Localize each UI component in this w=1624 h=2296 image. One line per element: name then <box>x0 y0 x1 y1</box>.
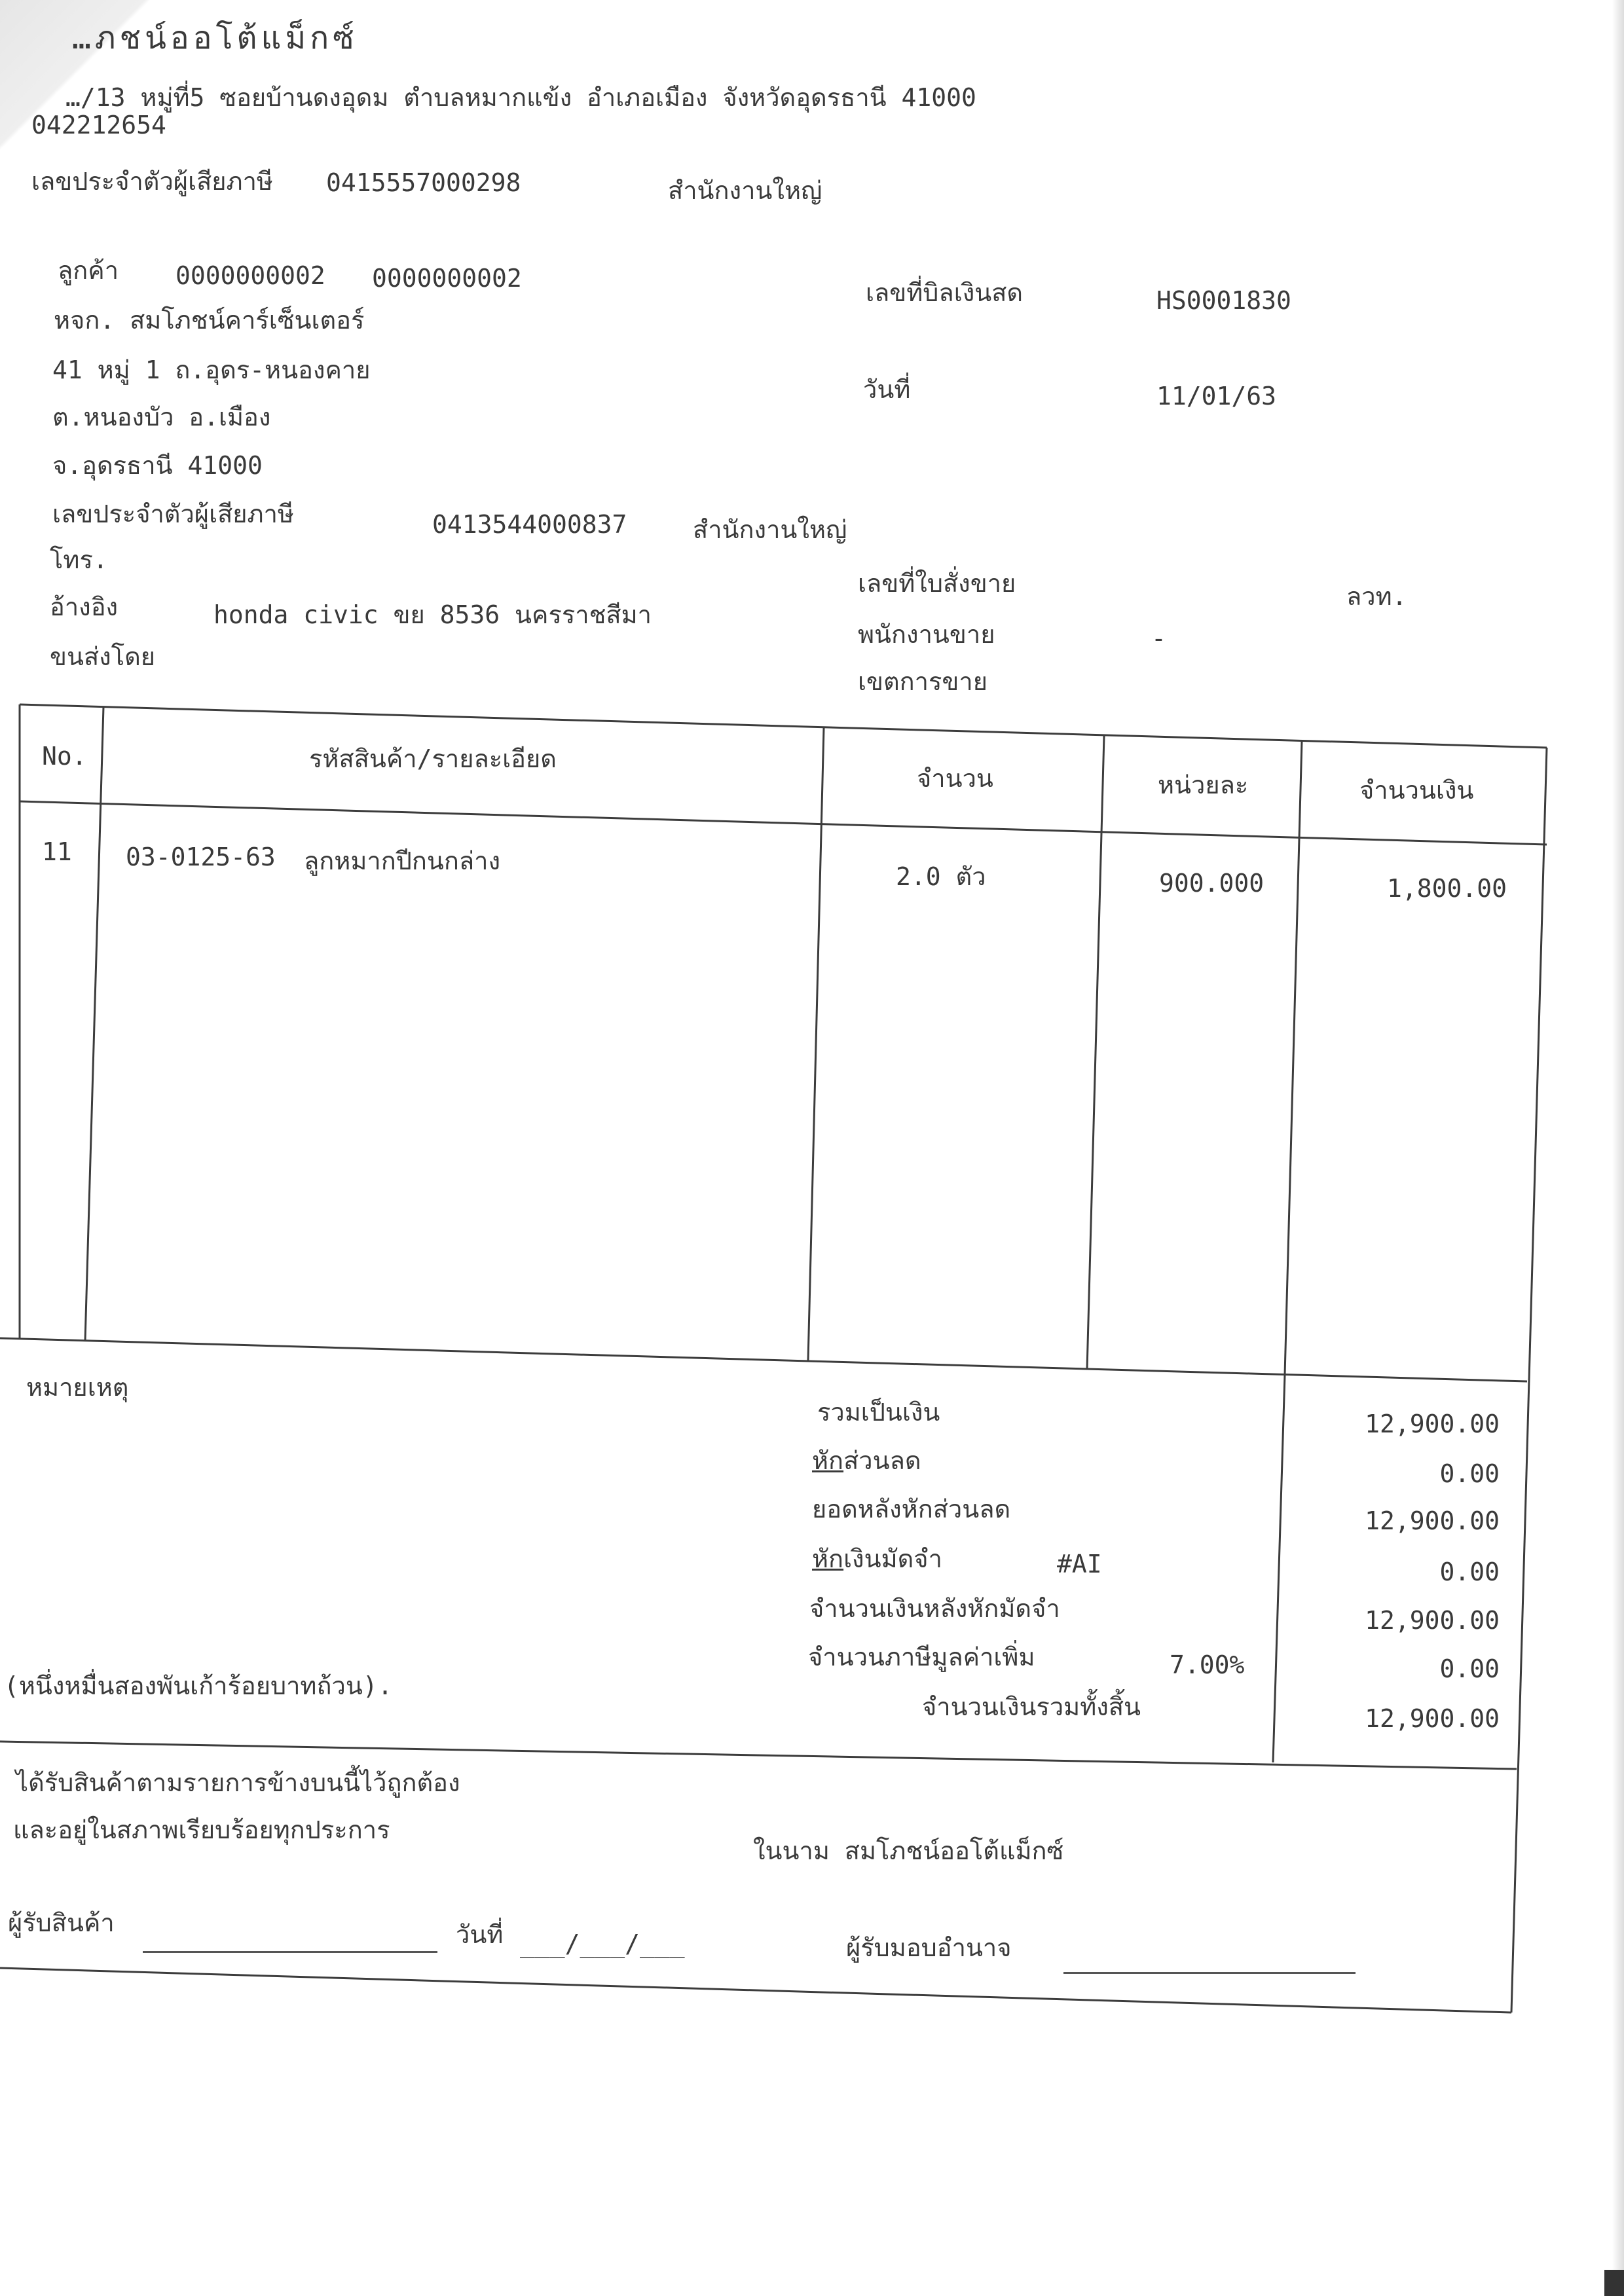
receive-date-label: วันที่ <box>456 1920 504 1949</box>
discount-label-text: ส่วนลด <box>843 1446 921 1475</box>
grand-total-value: 12,900.00 <box>1365 1704 1500 1733</box>
company-name: …ภชน์ออโต้แม็กซ์ <box>72 20 358 56</box>
customer-phone-label: โทร. <box>50 545 108 574</box>
deposit-label-prefix: หัก <box>812 1544 844 1573</box>
sales-order-value: ลวท. <box>1346 582 1407 611</box>
authorized-signature-line <box>1063 1972 1356 1974</box>
company-branch: สำนักงานใหญ่ <box>668 176 822 205</box>
row-no: 11 <box>42 837 72 866</box>
row-qty: 2.0 ตัว <box>896 862 986 891</box>
amount-in-words: (หนึ่งหมื่นสองพันเก้าร้อยบาทถ้วน). <box>4 1671 393 1700</box>
deposit-label-text: เงินมัดจำ <box>843 1544 942 1573</box>
bill-no-label: เลขที่บิลเงินสด <box>866 278 1024 307</box>
authorized-label: ผู้รับมอบอำนาจ <box>846 1933 1012 1962</box>
customer-address-2: ต.หนองบัว อ.เมือง <box>52 403 271 431</box>
deposit-value: 0.00 <box>1439 1558 1500 1586</box>
receive-date-blank: ___/___/___ <box>520 1929 685 1958</box>
discount-value: 0.00 <box>1439 1459 1500 1488</box>
row-desc: ลูกหมากปีกนกล่าง <box>304 847 501 875</box>
received-statement-1: ได้รับสินค้าตามรายการข้างบนนี้ไว้ถูกต้อง <box>16 1768 460 1797</box>
on-behalf-of: ในนาม สมโภชน์ออโต้แม็กซ์ <box>753 1836 1064 1865</box>
customer-ref-value: honda civic ขย 8536 นครราชสีมา <box>213 600 652 629</box>
customer-tax-label: เลขประจำตัวผู้เสียภาษี <box>52 500 294 528</box>
company-tax-label: เลขประจำตัวผู้เสียภาษี <box>31 167 273 196</box>
customer-name: หจก. สมโภชน์คาร์เซ็นเตอร์ <box>54 306 365 335</box>
customer-tax-id: 0413544000837 <box>432 510 627 539</box>
vat-rate: 7.00% <box>1170 1650 1245 1679</box>
after-discount-label: ยอดหลังหักส่วนลด <box>812 1495 1011 1523</box>
customer-address-3: จ.อุดรธานี 41000 <box>52 451 263 480</box>
customer-branch: สำนักงานใหญ่ <box>693 515 847 544</box>
receiver-signature-line <box>143 1951 437 1953</box>
customer-code-2: 0000000002 <box>372 264 522 293</box>
receiver-label: ผู้รับสินค้า <box>8 1908 115 1937</box>
row-unit-price: 900.000 <box>1159 869 1264 898</box>
header-no: No. <box>42 742 87 771</box>
salesperson-value: - <box>1151 624 1166 653</box>
customer-code-1: 0000000002 <box>175 261 325 290</box>
header-qty: จำนวน <box>917 764 993 793</box>
sales-area-label: เขตการขาย <box>858 667 987 696</box>
after-discount-value: 12,900.00 <box>1365 1506 1500 1535</box>
discount-label <box>812 1448 921 1473</box>
salesperson-label: พนักงานขาย <box>858 620 995 649</box>
bill-no-value: HS0001830 <box>1156 286 1291 315</box>
bill-date-label: วันที่ <box>863 375 911 404</box>
bill-date-value: 11/01/63 <box>1156 382 1277 410</box>
deposit-code: #AI <box>1057 1550 1102 1578</box>
deposit-label <box>812 1546 942 1571</box>
vat-value: 0.00 <box>1439 1654 1500 1683</box>
company-address: …/13 หมู่ที่5 ซอยบ้านดงอุดม ตำบลหมากแข้ง อำเภอเมือง จังหวัดอุดรธานี 41000 <box>65 83 976 112</box>
customer-ship-label: ขนส่งโดย <box>50 642 156 671</box>
company-phone: 042212654 <box>31 111 166 139</box>
row-amount: 1,800.00 <box>1387 874 1507 903</box>
notes-label: หมายเหตุ <box>26 1373 129 1402</box>
subtotal-label: รวมเป็นเงิน <box>817 1398 940 1427</box>
header-unit-price: หน่วยละ <box>1158 771 1249 799</box>
header-code-desc: รหัสสินค้า/รายละเอียด <box>309 744 557 773</box>
received-statement-2: และอยู่ในสภาพเรียบร้อยทุกประการ <box>13 1815 390 1844</box>
customer-ref-label: อ้างอิง <box>50 592 119 621</box>
after-deposit-label: จำนวนเงินหลังหักมัดจำ <box>809 1594 1060 1623</box>
subtotal-value: 12,900.00 <box>1365 1410 1500 1438</box>
header-amount: จำนวนเงิน <box>1359 776 1474 805</box>
discount-label-prefix: หัก <box>812 1446 844 1475</box>
customer-label: ลูกค้า <box>58 256 119 285</box>
customer-address-1: 41 หมู่ 1 ถ.อุดร-หนองคาย <box>52 355 371 384</box>
sales-order-label: เลขที่ใบสั่งขาย <box>858 569 1016 598</box>
after-deposit-value: 12,900.00 <box>1365 1606 1500 1635</box>
row-code: 03-0125-63 <box>126 843 276 871</box>
grand-total-label: จำนวนเงินรวมทั้งสิ้น <box>922 1692 1141 1721</box>
vat-label: จำนวนภาษีมูลค่าเพิ่ม <box>808 1643 1035 1671</box>
company-tax-id: 0415557000298 <box>326 168 521 197</box>
